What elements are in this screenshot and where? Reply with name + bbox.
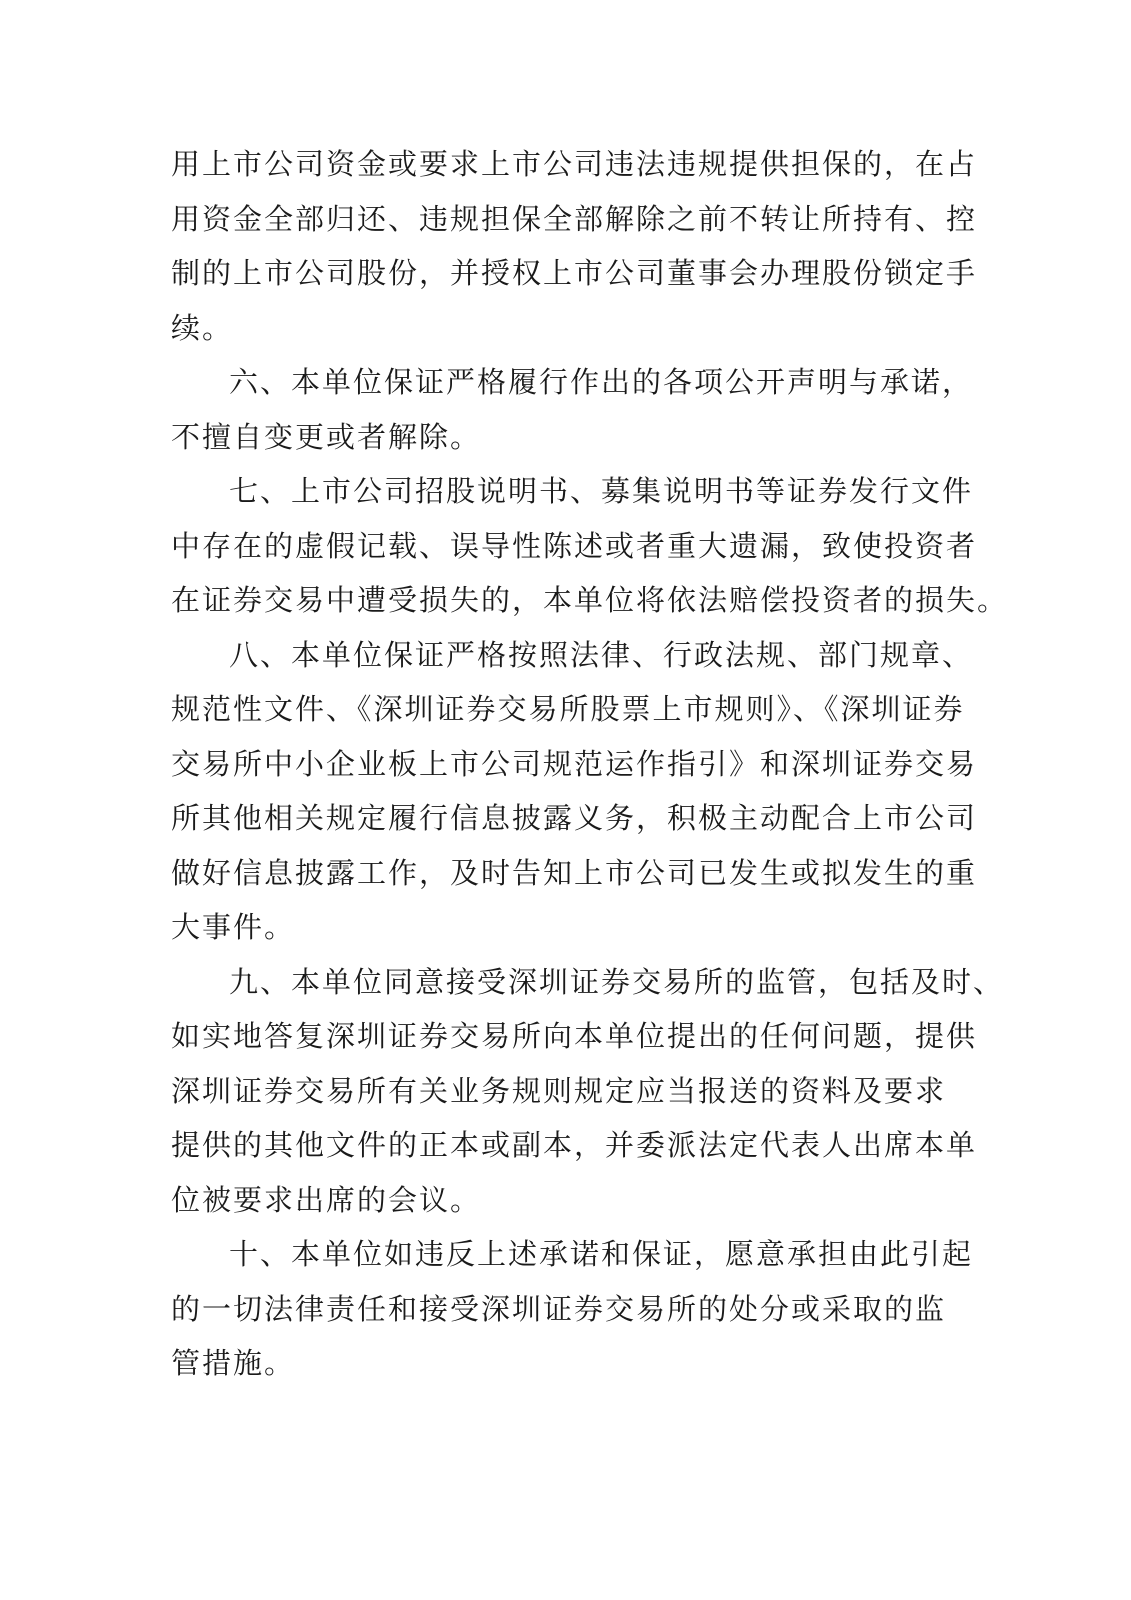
text-line: 提供的其他文件的正本或副本，并委派法定代表人出席本单 [171,1128,978,1162]
text-line: 用资金全部归还、违规担保全部解除之前不转让所持有、控 [171,201,978,236]
text-line: 管措施。 [171,1346,296,1380]
text-line: 用上市公司资金或要求上市公司违法违规提供担保的，在占 [171,147,978,181]
paragraph-clause-nine [171,955,1005,1228]
text-line: 大事件。 [171,910,296,944]
text-line: 中存在的虚假记载、误导性陈述或者重大遗漏，致使投资者 [171,528,978,563]
text-line: 做好信息披露工作，及时告知上市公司已发生或拟发生的重 [171,855,978,890]
document-body [171,137,1009,1391]
text-line: 位被要求出席的会议。 [171,1182,482,1217]
text-line: 续。 [171,310,234,345]
text-line: 在证券交易中遭受损失的，本单位将依法赔偿投资者的损失。 [171,583,1009,617]
text-line: 不擅自变更或者解除。 [171,419,482,454]
text-line: 如实地答复深圳证券交易所向本单位提出的任何问题，提供 [171,1019,978,1053]
text-line: 所其他相关规定履行信息披露义务，积极主动配合上市公司 [171,801,978,835]
text-line: 制的上市公司股份，并授权上市公司董事会办理股份锁定手 [171,256,978,290]
paragraph-clause-ten [171,1227,974,1391]
paragraph-continuation [171,137,978,355]
text-line: 规范性文件、《深圳证券交易所股票上市规则》、《深圳证券 [171,692,965,726]
text-line: 的一切法律责任和接受深圳证券交易所的处分或采取的监 [171,1291,947,1326]
paragraph-clause-six [171,355,974,464]
text-line: 交易所中小企业板上市公司规范运作指引》和深圳证券交易 [171,746,978,781]
text-line: 七、上市公司招股说明书、募集说明书等证券发行文件 [229,474,974,508]
text-line: 九、本单位同意接受深圳证券交易所的监管，包括及时、 [229,964,1005,999]
paragraph-clause-eight [171,628,978,955]
text-line: 六、本单位保证严格履行作出的各项公开声明与承诺， [229,365,974,399]
text-line: 八、本单位保证严格按照法律、行政法规、部门规章、 [229,637,974,672]
text-line: 十、本单位如违反上述承诺和保证，愿意承担由此引起 [229,1237,974,1271]
text-line: 深圳证券交易所有关业务规则规定应当报送的资料及要求 [171,1073,947,1108]
paragraph-clause-seven [171,464,1009,628]
